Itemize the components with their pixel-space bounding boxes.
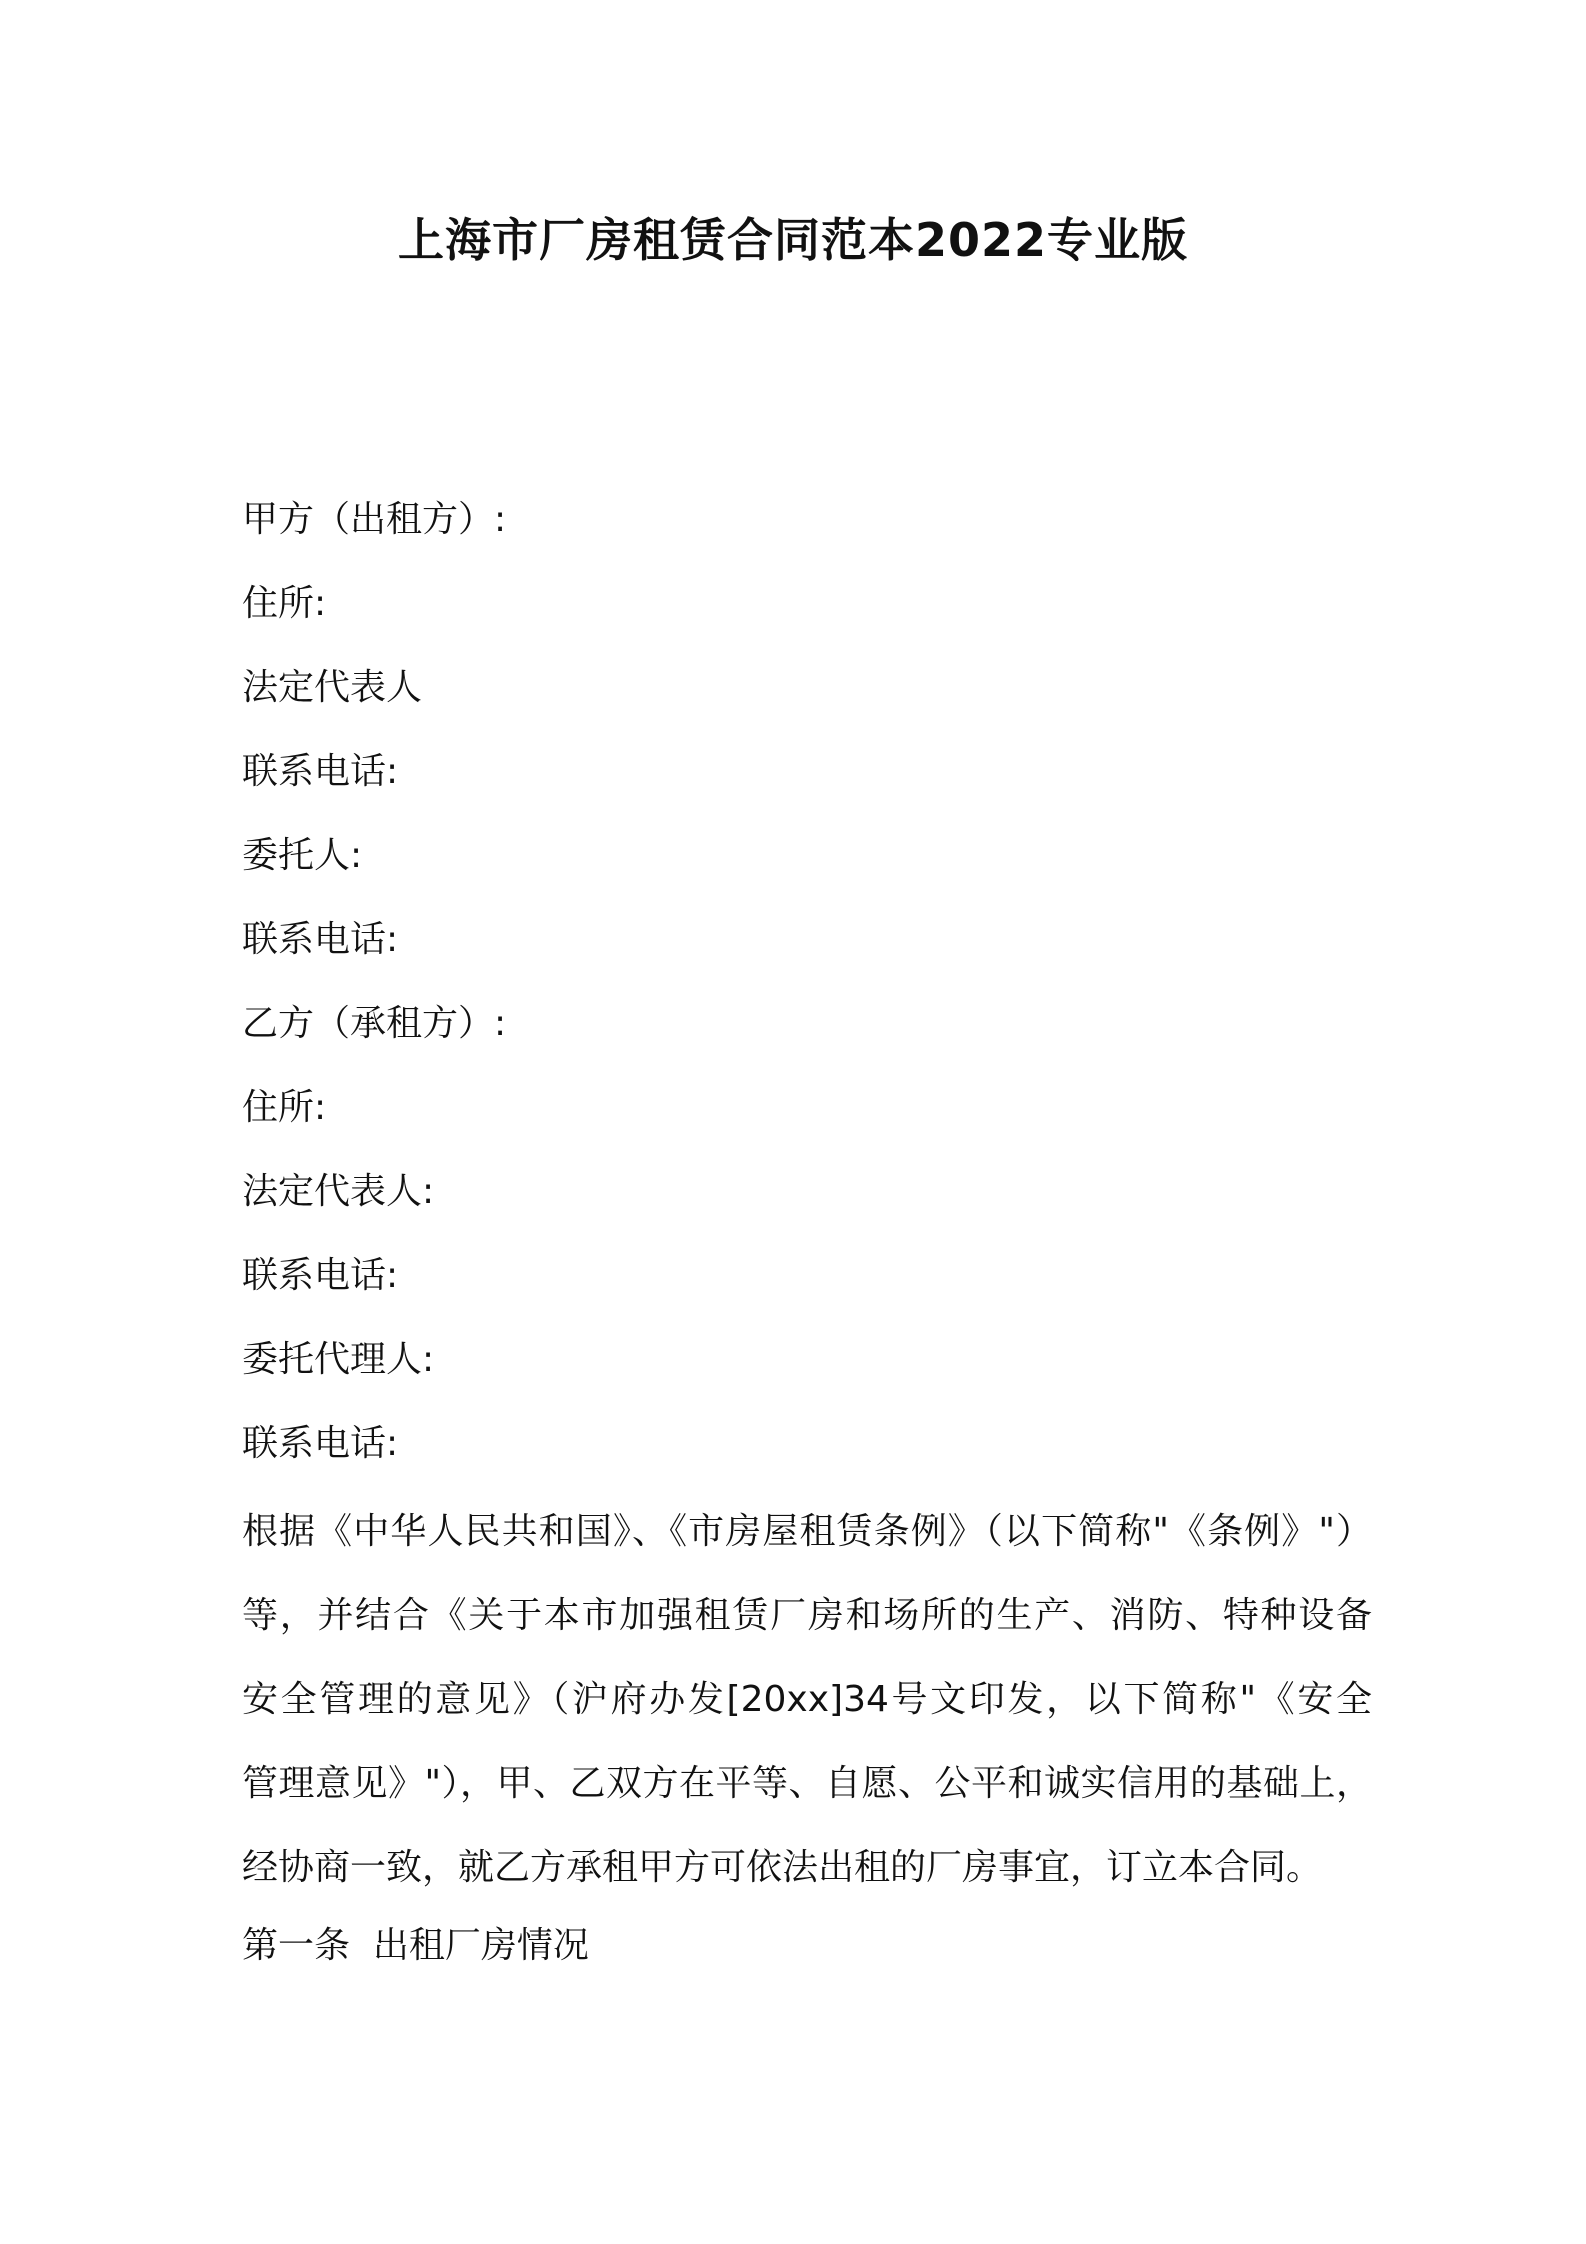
party-a-phone-label: 联系电话: — [242, 751, 399, 792]
party-b-phone-label: 联系电话: — [242, 1255, 399, 1296]
document-title: 上海市厂房租赁合同范本2022专业版 — [397, 213, 1189, 267]
party-a-agent-label: 委托人: — [242, 835, 363, 876]
party-b-agent-phone-label: 联系电话: — [242, 1423, 399, 1464]
party-b-label: 乙方（承租方）: — [242, 1003, 507, 1044]
preamble-paragraph — [242, 1490, 1372, 1910]
preamble-line: 管理意见》"），甲、乙双方在平等、自愿、公平和诚实信用的基础上， — [242, 1763, 1372, 1804]
party-b-agent-label: 委托代理人: — [242, 1339, 435, 1380]
preamble-line: 安全管理的意见》（沪府办发[20xx]34号文印发，以下简称"《安全 — [242, 1679, 1372, 1720]
party-b-legal-rep-label: 法定代表人: — [242, 1171, 435, 1212]
party-b-address-label: 住所: — [242, 1087, 327, 1128]
party-a-address-label: 住所: — [242, 583, 327, 624]
party-a-legal-rep-label: 法定代表人 — [242, 667, 423, 708]
section-heading: 第一条 出租厂房情况 — [242, 1925, 589, 1966]
preamble-line: 经协商一致，就乙方承租甲方可依法出租的厂房事宜，订立本合同。 — [242, 1847, 1323, 1888]
preamble-line: 根据《中华人民共和国》、《市房屋租赁条例》（以下简称"《条例》"） — [242, 1511, 1372, 1552]
party-a-label: 甲方（出租方）: — [242, 499, 507, 540]
party-a-agent-phone-label: 联系电话: — [242, 919, 399, 960]
party-fields — [242, 490, 1372, 1498]
preamble-line: 等，并结合《关于本市加强租赁厂房和场所的生产、消防、特种设备 — [242, 1595, 1372, 1636]
